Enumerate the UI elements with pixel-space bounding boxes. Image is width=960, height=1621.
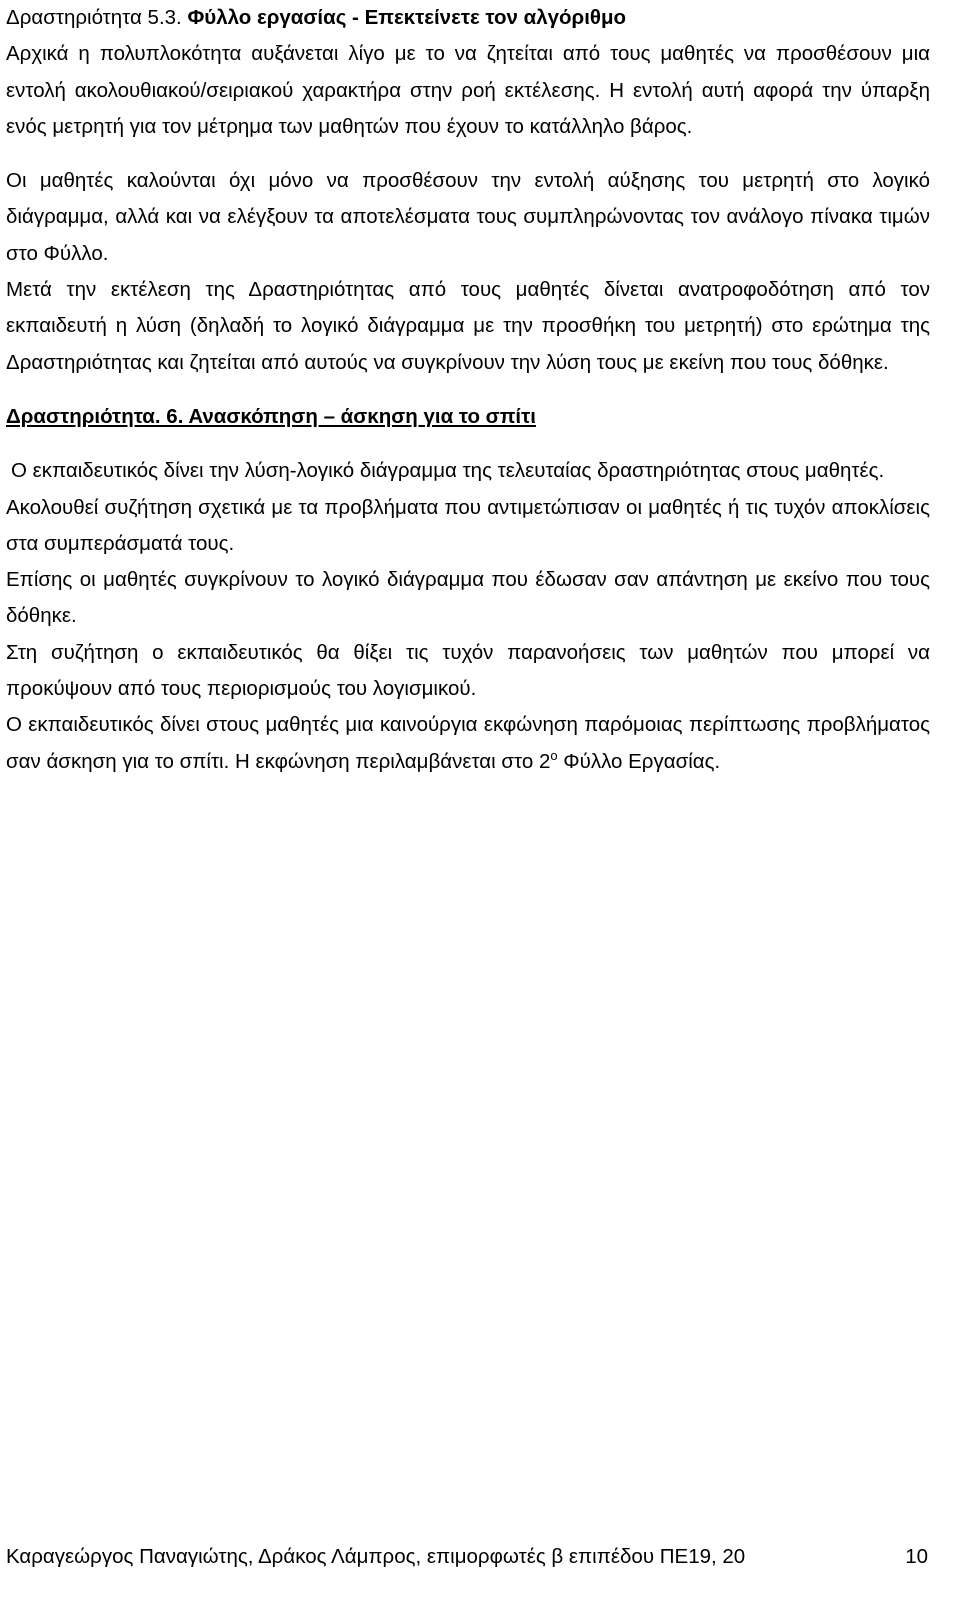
activity-5-3-prefix: Δραστηριότητα 5.3. (6, 6, 188, 29)
activity-6-paragraph-2: Ακολουθεί συζήτηση σχετικά με τα προβλήματα που αντιμετώπισαν οι μαθητές ή τις τυχόν αποκλίσεις στα συμπεράσματά τους. (6, 495, 930, 555)
activity-6-paragraph-5-b: Φύλλο Εργασίας. (557, 749, 721, 773)
activity-6-title-dash: – (323, 404, 335, 428)
activity-6-paragraph-5-a: Ο εκπαιδευτικός δίνει στους μαθητές μια καινούργια εκφώνηση παρόμοιας περίπτωσης προβλήματος σαν άσκηση για το σπίτι. Η εκφώνηση περιλαμβάνεται στο 2 (6, 713, 930, 773)
activity-5-3-paragraph-1: Αρχικά η πολυπλοκότητα αυξάνεται λίγο με το να ζητείται από τους μαθητές να προσθέσουν μια εντολή ακολουθιακού/σειριακού χαρακτήρα στην ροή εκτέλεσης. Η εντολή αυτή αφορά την ύπαρξη ενός μετρητή για τον μέτρημα των μαθητών που έχουν το κατάλληλο βάρος. (6, 42, 930, 138)
activity-5-3-title: Φύλλο εργασίας - Επεκτείνετε τον αλγόριθμο (187, 6, 627, 29)
activity-6-title-a: Δραστηριότητα. 6. Ανασκόπηση (6, 404, 324, 428)
page-content (6, 0, 930, 780)
activity-6-paragraph-3: Επίσης οι μαθητές συγκρίνουν το λογικό διάγραμμα που έδωσαν σαν απάντηση με εκείνο που τους δόθηκε. (6, 568, 930, 628)
activity-5-3-heading (6, 0, 930, 36)
activity-6-title-b: άσκηση για το σπίτι (334, 404, 536, 428)
activity-6-paragraph-4: Στη συζήτηση ο εκπαιδευτικός θα θίξει τις τυχόν παρανοήσεις των μαθητών που μπορεί να προκύψουν από τους περιορισμούς του λογισμικού. (6, 640, 930, 701)
footer-authors: Καραγεώργος Παναγιώτης, Δράκος Λάμπρος, επιμορφωτές β επιπέδου ΠΕ19, 20 (6, 1545, 746, 1568)
page-footer (6, 1542, 928, 1572)
page-number: 10 (905, 1545, 928, 1568)
ordinal-superscript: ο (550, 747, 558, 763)
activity-5-3-paragraph-2: Οι μαθητές καλούνται όχι μόνο να προσθέσουν την εντολή αύξησης του μετρητή στο λογικό διάγραμμα, αλλά και να ελέγξουν τα αποτελέσματα τους συμπληρώνοντας τον ανάλογο πίνακα τιμών στο Φύλλο. (6, 169, 930, 265)
activity-5-3-paragraph-3: Μετά την εκτέλεση της Δραστηριότητας από τους μαθητές δίνεται ανατροφοδότηση από τον εκπαιδευτή η λύση (δηλαδή το λογικό διάγραμμα με την προσθήκη του μετρητή) στο ερώτημα της Δραστηριότητας και ζητείται από αυτούς να συγκρίνουν την λύση τους με εκείνη που τους δόθηκε. (6, 278, 930, 374)
activity-6-paragraph-1: Ο εκπαιδευτικός δίνει την λύση-λογικό διάγραμμα της τελευταίας δραστηριότητας στους μαθητές. (11, 459, 885, 483)
activity-6-heading (6, 399, 930, 435)
activity-6-paragraph-5 (6, 707, 930, 780)
